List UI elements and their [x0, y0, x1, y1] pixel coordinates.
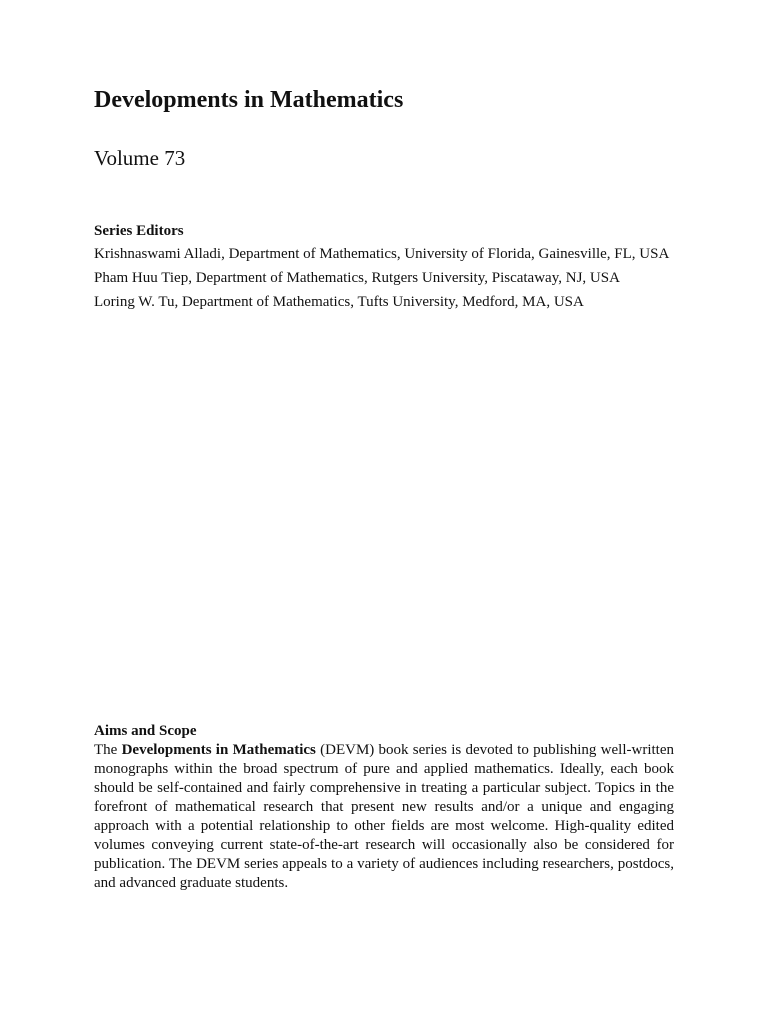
series-editors-heading: Series Editors — [94, 223, 184, 239]
aims-and-scope-heading: Aims and Scope — [94, 723, 197, 739]
aims-intro-text: The — [94, 742, 122, 758]
aims-series-name: Developments in Mathematics — [121, 742, 316, 758]
series-title: Developments in Mathematics — [94, 87, 404, 113]
aims-body-text: (DEVM) book series is devoted to publishing well-written monographs within the broad spectrum of pure and applied mathematics. Ideally, each book should be self-contained and fairly comprehensive in treating a particular subject. Topics in the forefront of mathematical research that present new results and/or a unique and engaging approach with a potential relationship to other fields are most welcome. High-quality edited volumes conveying current state-of-the-art research will occasionally also be considered for publication. The DEVM series appeals to a variety of audiences including researchers, postdocs, and advanced graduate students. — [94, 742, 674, 891]
volume-number: Volume 73 — [94, 146, 186, 170]
editor-entry-alladi: Krishnaswami Alladi, Department of Mathematics, University of Florida, Gainesville, FL, USA — [94, 246, 670, 262]
aims-and-scope-paragraph — [94, 741, 674, 893]
editor-entry-tu: Loring W. Tu, Department of Mathematics, Tufts University, Medford, MA, USA — [94, 294, 584, 310]
editor-entry-tiep: Pham Huu Tiep, Department of Mathematics, Rutgers University, Piscataway, NJ, USA — [94, 270, 620, 286]
series-editors-section — [94, 222, 676, 317]
aims-and-scope-section — [94, 722, 674, 893]
